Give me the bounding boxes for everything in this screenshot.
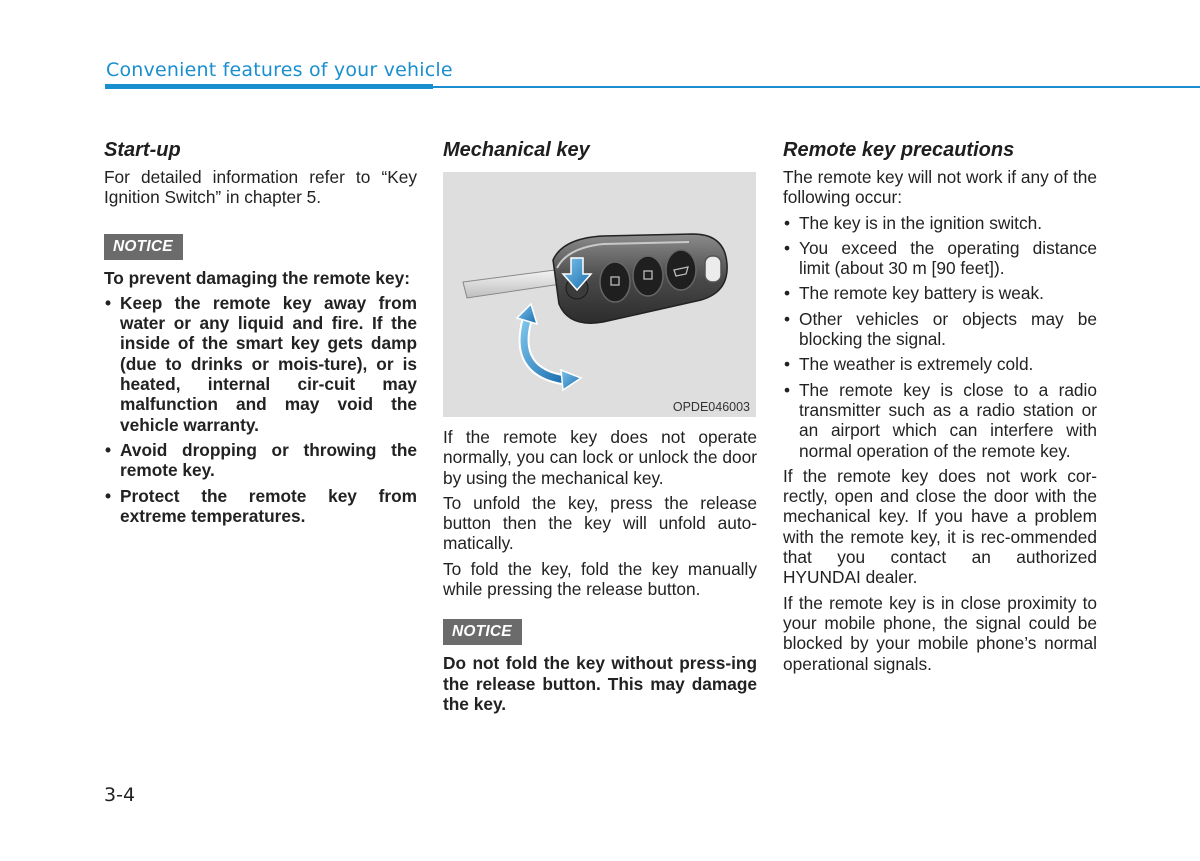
list-item: • You exceed the operating distance limit (about 30 m [90 feet]). bbox=[783, 238, 1097, 279]
list-item: • The remote key battery is weak. bbox=[783, 283, 1097, 303]
list-item: • The weather is extremely cold. bbox=[783, 354, 1097, 374]
notice-badge: NOTICE bbox=[104, 234, 183, 260]
column-remote-key-precautions bbox=[783, 138, 1097, 679]
notice-lead: To prevent damaging the remote key: bbox=[104, 267, 411, 288]
notice-list bbox=[104, 293, 417, 526]
heading-start-up: Start-up bbox=[104, 139, 181, 161]
list-item: • Avoid dropping or throwing the remote key. bbox=[104, 440, 417, 481]
figure-code: OPDE046003 bbox=[672, 400, 750, 414]
heading-remote-key-precautions: Remote key precautions bbox=[783, 139, 1015, 161]
notice-text: Do not fold the key without press-ing the release button. This may damage the key. bbox=[443, 653, 757, 714]
header-rule-thick bbox=[105, 84, 433, 89]
section-header-title: Convenient features of your vehicle bbox=[106, 59, 453, 81]
mech-key-paragraph: To fold the key, fold the key manually while pressing the release button. bbox=[443, 558, 757, 600]
column-start-up bbox=[104, 138, 417, 531]
list-item: • The key is in the ignition switch. bbox=[783, 213, 1097, 233]
page-number: 3-4 bbox=[104, 784, 136, 806]
mech-key-paragraph: If the remote key does not operate normally, you can lock or unlock the door by using the mechanical key. bbox=[443, 427, 757, 488]
key-illustration bbox=[443, 172, 756, 417]
column-mechanical-key bbox=[443, 138, 757, 719]
heading-mechanical-key: Mechanical key bbox=[443, 139, 590, 161]
precautions-paragraph: If the remote key is in close proximity to your mobile phone, the signal could be blocked by your mobile phone’s normal operational signals. bbox=[783, 592, 1097, 674]
list-item: • Protect the remote key from extreme temperatures. bbox=[104, 486, 417, 527]
mech-key-paragraph: To unfold the key, press the release button then the key will unfold auto-matically. bbox=[443, 492, 757, 554]
precautions-intro: The remote key will not work if any of the following occur: bbox=[783, 167, 1097, 208]
precautions-paragraph: If the remote key does not work cor-rectly, open and close the door with the mechanical key. If you have a problem with the remote key, it is rec-ommended that you contact an authorized HYUNDAI dealer. bbox=[783, 465, 1097, 588]
notice-badge: NOTICE bbox=[443, 619, 522, 645]
list-item: • Other vehicles or objects may be blocking the signal. bbox=[783, 309, 1097, 350]
start-up-intro: For detailed information refer to “Key Ignition Switch” in chapter 5. bbox=[104, 167, 417, 208]
header-rule-thin bbox=[433, 86, 1200, 88]
list-item: • Keep the remote key away from water or any liquid and fire. If the inside of the smart key gets damp (due to drinks or mois-ture), or is heated, internal cir-cuit may malfunction and may void the vehicle warranty. bbox=[104, 293, 417, 435]
folding-key-icon bbox=[443, 172, 756, 417]
precautions-list bbox=[783, 213, 1097, 461]
list-item: • The remote key is close to a radio transmitter such as a radio station or an airport which can interfere with normal operation of the remote key. bbox=[783, 380, 1097, 461]
